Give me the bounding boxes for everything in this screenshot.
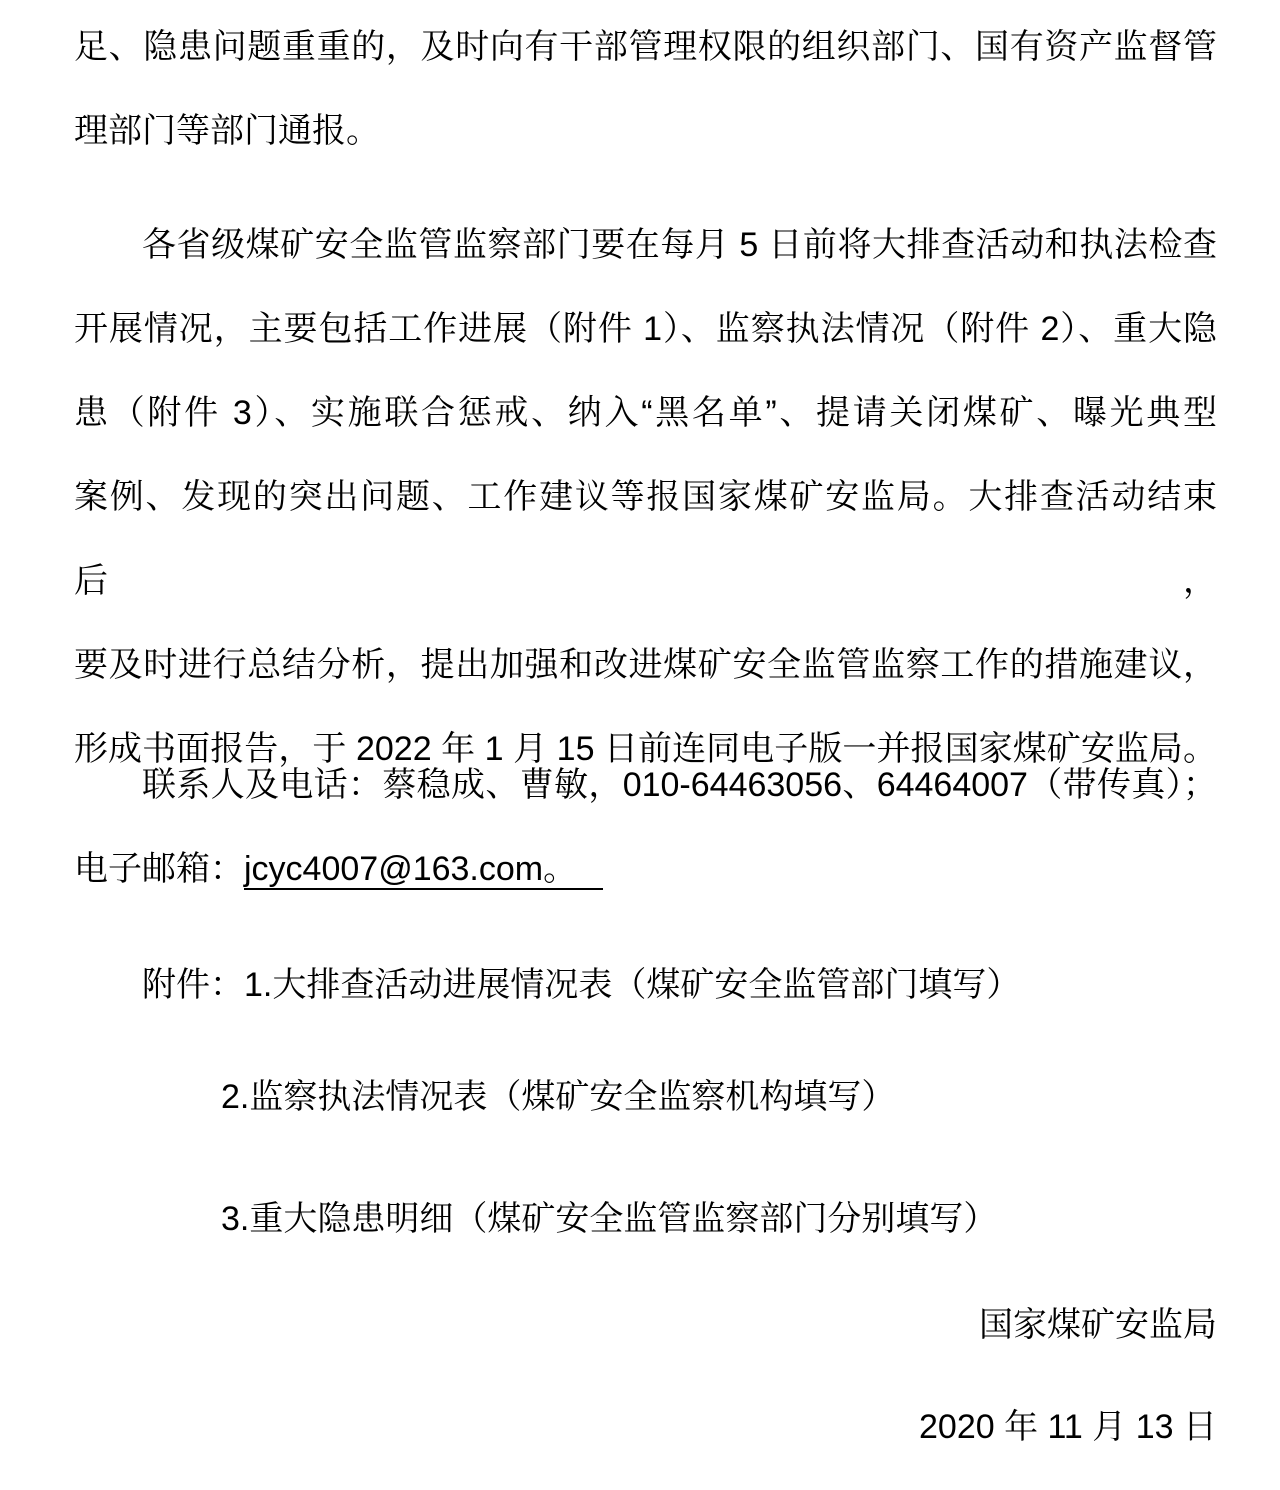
text-line: 足、隐患问题重重的，及时向有干部管理权限的组织部门、国有资产监督管: [74, 28, 1217, 66]
text-line: 理部门等部门通报。: [74, 112, 380, 150]
text-line: 2020 年 11 月 13 日: [919, 1408, 1217, 1446]
paragraph-contact-info: [74, 743, 1217, 911]
text-line: [74, 827, 1217, 911]
text-line: 联系人及电话：蔡稳成、曹敏，010-64463056、64464007（带传真）；: [142, 766, 1217, 804]
attachment-list-item-2: [74, 1055, 1217, 1139]
text-line: 形成书面报告，于 2022 年 1 月 15 日前连同电子版一并报国家煤矿安监局。: [74, 730, 1217, 768]
paragraph-notification: [74, 5, 1217, 173]
signature-date: [74, 1385, 1217, 1469]
text-line: 要及时进行总结分析，提出加强和改进煤矿安全监管监察工作的措施建议，: [74, 646, 1217, 684]
text-line: 各省级煤矿安全监管监察部门要在每月 5 日前将大排查活动和执法检查: [142, 226, 1217, 264]
text-line: 2.监察执法情况表（煤矿安全监察机构填写）: [221, 1078, 896, 1116]
email-link[interactable]: jcyc4007@163.com。: [244, 850, 603, 890]
attachment-list-item-3: [74, 1177, 1217, 1261]
text-line: 3.重大隐患明细（煤矿安全监管监察部门分别填写）: [221, 1200, 998, 1238]
attachment-list-item-1: [74, 943, 1217, 1027]
email-label: 电子邮箱：: [74, 850, 244, 888]
text-line: 国家煤矿安监局: [979, 1306, 1217, 1344]
text-line: 患（附件 3）、实施联合惩戒、纳入“黑名单”、提请关闭煤矿、曝光典型: [74, 394, 1217, 432]
text-line: 案例、发现的突出问题、工作建议等报国家煤矿安监局。大排查活动结束后，: [74, 478, 1217, 600]
text-line: 附件：1.大排查活动进展情况表（煤矿安全监管部门填写）: [142, 966, 1021, 1004]
paragraph-monthly-reporting: [74, 203, 1217, 791]
signature-agency: [74, 1283, 1217, 1367]
text-line: 开展情况，主要包括工作进展（附件 1）、监察执法情况（附件 2）、重大隐: [74, 310, 1217, 348]
